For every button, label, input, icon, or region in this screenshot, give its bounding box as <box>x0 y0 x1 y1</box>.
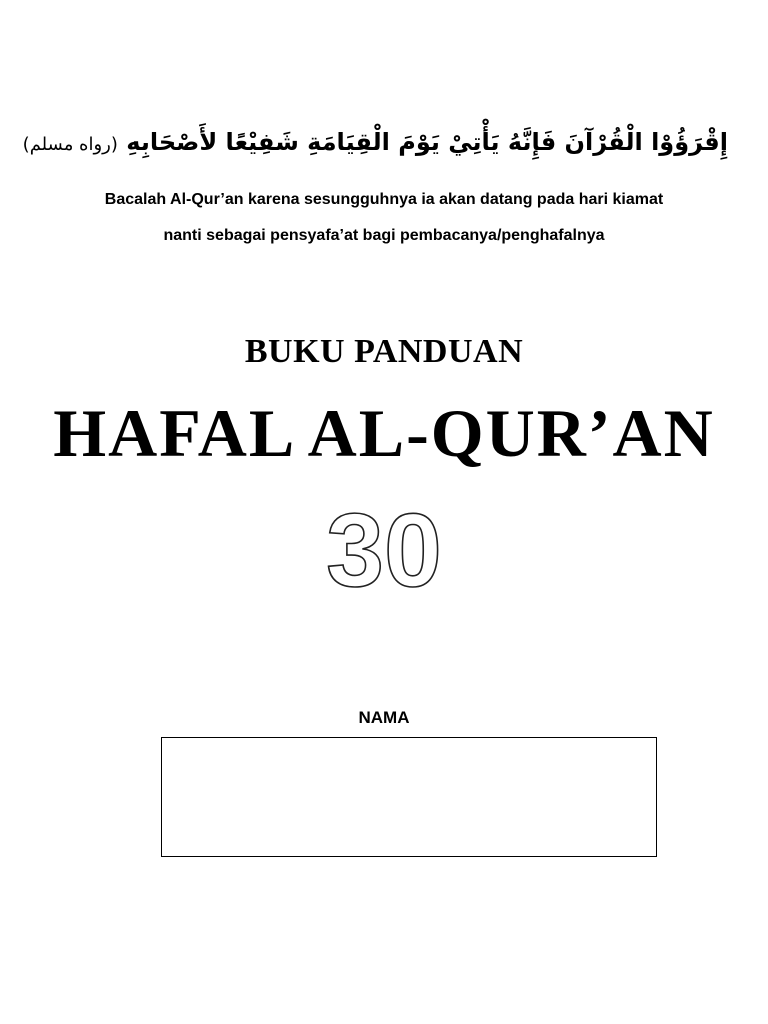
hadith-translation-line-2: nanti sebagai pensyafa’at bagi pembacanya/penghafalnya <box>163 227 605 244</box>
hadith-translation-line-1: Bacalah Al-Qur’an karena sesungguhnya ia akan datang pada hari kiamat <box>104 191 664 208</box>
name-label: NAMA <box>358 708 410 727</box>
juz-number-outline <box>234 500 534 600</box>
name-input-box[interactable] <box>161 737 657 857</box>
book-title: HAFAL AL-QUR’AN <box>53 395 715 471</box>
book-subtitle: BUKU PANDUAN <box>244 333 524 370</box>
hadith-arabic <box>22 122 728 165</box>
hadith-narrator: (رواه مسلم) <box>22 134 118 155</box>
juz-number-text: 30 <box>326 500 442 600</box>
hadith-arabic-text: إِقْرَؤُوْا الْقُرْآنَ فَإِنَّهُ يَأْتِيْ يَوْمَ الْقِيَامَةِ شَفِيْعًا لأَصْحَابِهِ <box>126 128 728 156</box>
